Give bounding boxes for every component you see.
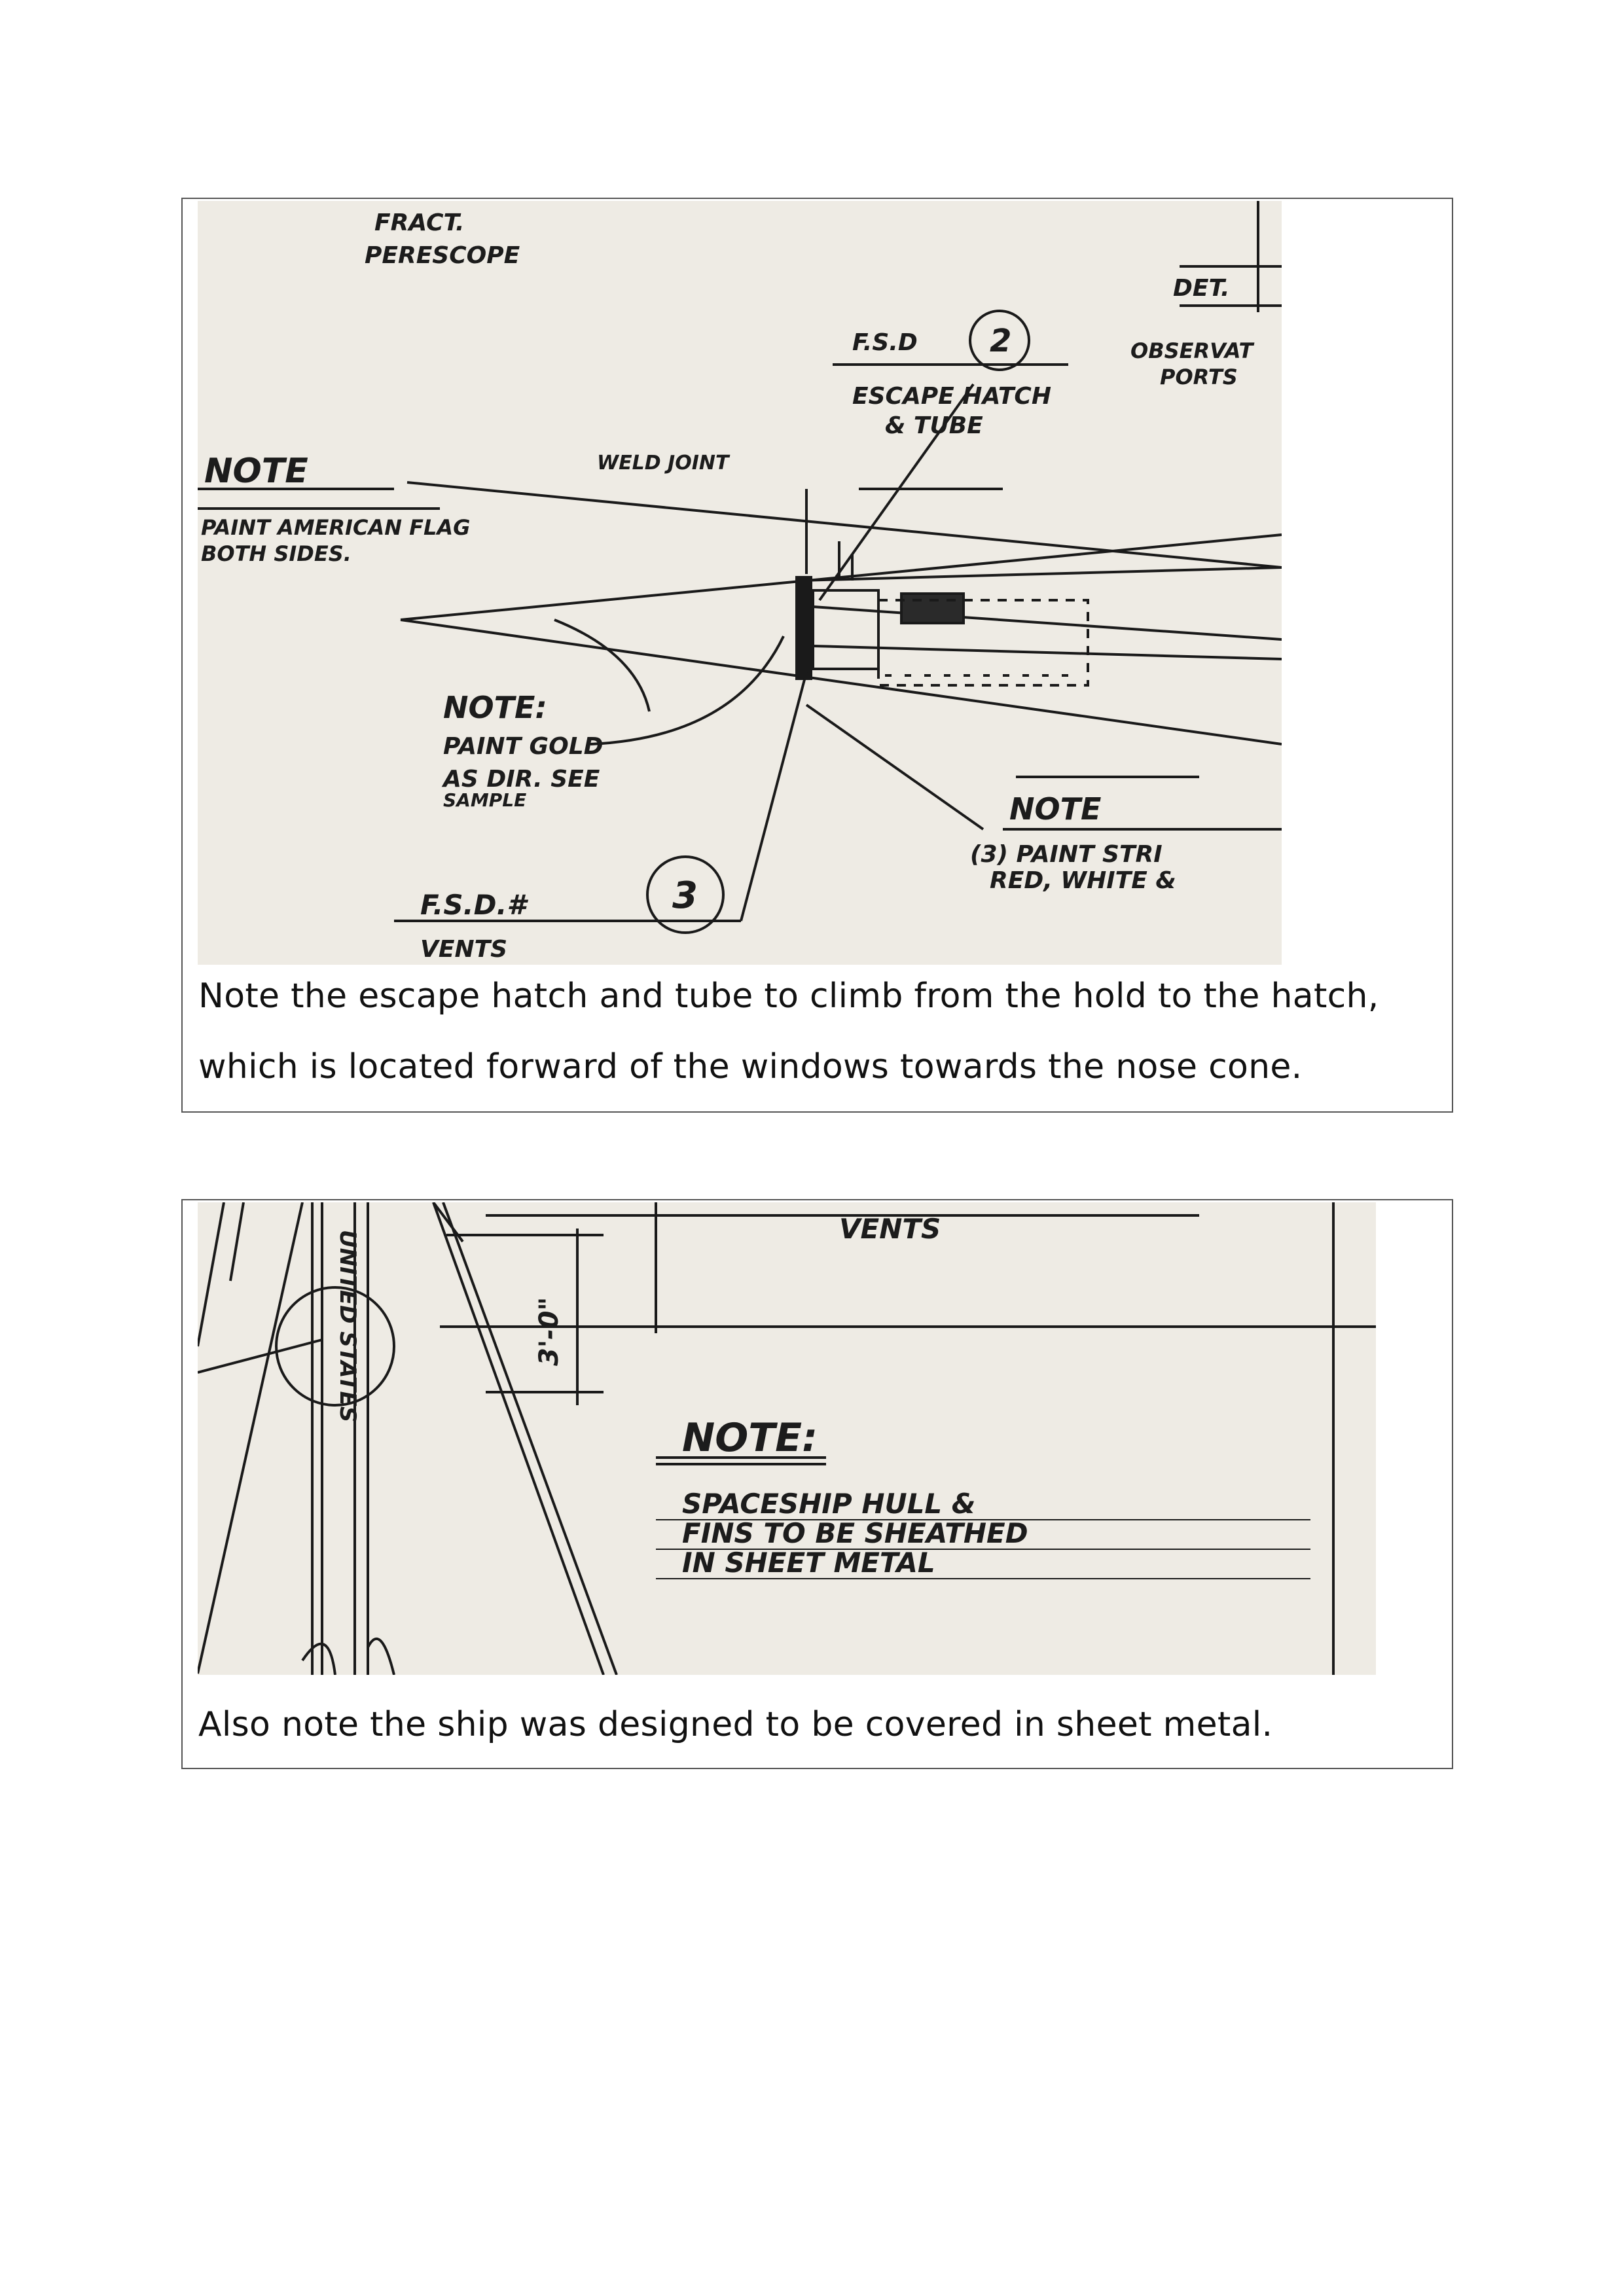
figure-2 [181,1199,1453,1769]
figure-2-caption [198,1689,1436,1760]
label-paint-flag: PAINT AMERICAN FLAG [201,515,471,540]
label-vents: VENTS [420,936,508,963]
label-red-white: RED, WHITE & [990,867,1176,894]
label-fsd-2: F.S.D [852,329,918,356]
label-spaceship-hull: SPACESHIP HULL & [682,1488,976,1520]
label-united-states: UNITED STATES [334,1230,361,1423]
label-note: NOTE: [682,1415,818,1461]
label-fsd-3: F.S.D.# [420,889,526,921]
label-paint-gold: PAINT GOLD [443,733,604,760]
figure-1 [181,198,1453,1113]
label-ports: PORTS [1160,365,1238,389]
label-and-tube: & TUBE [885,412,983,439]
label-as-dir: AS DIR. SEE [443,766,600,793]
caption-line: Note the escape hatch and tube to climb from the hold to the hatch, [198,977,1379,1016]
label-sample: SAMPLE [443,789,527,811]
label-weld-joint: WELD JOINT [597,452,729,475]
label-dimension: 3'-0" [534,1297,564,1366]
label-both-sides: BOTH SIDES. [201,541,352,566]
label-escape-hatch: ESCAPE HATCH [852,383,1051,410]
caption-line: which is located forward of the windows towards the nose cone. [198,1047,1303,1086]
blueprint-image-escape-hatch [198,201,1282,965]
label-vents: VENTS [839,1213,941,1245]
label-note-stripes: NOTE [1009,791,1102,827]
blueprint-image-sheet-metal [198,1202,1376,1675]
label-fins-sheathed: FINS TO BE SHEATHED [682,1517,1028,1549]
label-det: DET. [1173,275,1230,302]
label-fract: FRACT. [374,209,465,236]
label-note-flag: NOTE [204,452,308,491]
label-sheet-metal: IN SHEET METAL [682,1547,935,1579]
label-circle-3: 3 [672,874,698,917]
label-periscope: PERESCOPE [365,242,520,269]
label-paint-stripes: (3) PAINT STRI [970,841,1163,868]
label-observation: OBSERVAT [1130,338,1254,363]
label-circle-2: 2 [990,323,1012,359]
caption-line: Also note the ship was designed to be covered in sheet metal. [198,1705,1273,1744]
figure-1-caption [198,961,1436,1102]
label-note-gold: NOTE: [443,690,547,725]
